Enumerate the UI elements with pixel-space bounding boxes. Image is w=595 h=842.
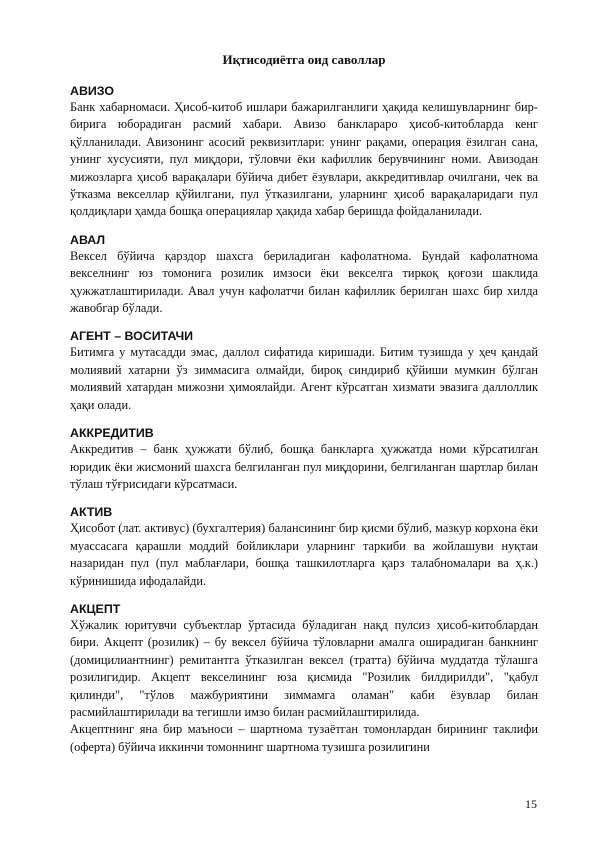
term-heading: АВАЛ	[70, 232, 106, 247]
term-heading: АКЦЕПТ	[70, 601, 121, 616]
term-body	[70, 344, 538, 414]
term-body	[70, 617, 538, 756]
term-paragraph: Аккредитив – банк ҳужжати бўлиб, бошқа банкларга ҳужжатда номи кўрсатилган юридик ёки жисмоний шахсга белгиланган пул миқдорини, белгиланган шартлар билан тўлаш тўғрисидаги кўрсатмаси.	[70, 442, 538, 491]
term-aval	[70, 232, 538, 318]
document-title: Иқтисодиётга оид саволлар	[222, 52, 386, 67]
term-paragraph: Хўжалик юритувчи субъектлар ўртасида бўладиган нақд пулсиз ҳисоб-китоблардан бири. Акцепт (розилик) – бу вексел бўйича тўловларни амалга оширадиган банкнинг (домицилиантнинг) ремитантга ўтказилган вексел (тратта) бўйича муддатда тўлашга розилигидир. Акцепт векселининг юза қисмида "Розилик билдирилди", "қабул қилинди", "тўлов мажбуриятини зиммамга оламан" каби ёзувлар билан расмийлаштирилади ва тегишли имзо билан расмийлаштирилида.	[70, 617, 538, 719]
term-heading: АГЕНТ – ВОСИТАЧИ	[70, 329, 194, 344]
term-body	[70, 99, 538, 221]
term-paragraph: Вексел бўйича қарздор шахсга бериладиган кафолатнома. Бундай кафолатнома векселнинг юз томонига розилик имзоси ёки векселга тиркоқ қоғози шаклида ҳужжатлаштирилади. Авал учун кафолатчи билан кафиллик берилган шахс бир хилда жавобгар бўлади.	[70, 248, 538, 316]
term-paragraph: Банк хабарномаси. Ҳисоб-китоб ишлари бажарилганлиги ҳақида келишувларнинг бир-бирига юборадиган расмий хабари. Авизо банклараро ҳисоб-китобларда кенг қўлланилади. Авизонинг асосий реквизитлари: унинг рақами, операция ёзилган сана, унинг хусусияти, пул миқдори, тўловчи ёки кафиллик берувчининг номи. Авизодан мижозларга ҳисоб варақалари бўйича дибет ёзувлари, аккредитивлар очилгани, чек ва ўтказма векселлар қўйилгани, пул ўтказилгани, уларнинг ҳисоб варақаларидаги пул қолдиқлари ҳамда бошқа операциялар ҳақида хабар беришда фойдаланилади.	[70, 100, 538, 219]
term-paragraph: Битимга у мутасадди эмас, даллол сифатида киришади. Битим тузишда у ҳеч қандай молиявий хатарни ўз зиммасига олмайди, бироқ синдириб қўйиши мумкин бўлган молиявий хатардан мижозни ҳимоялайди. Агент кўрсатган хизмати эвазига даллоллик ҳақи олади.	[70, 345, 538, 412]
document-page	[70, 52, 538, 767]
term-aktsept	[70, 601, 538, 756]
term-aviso	[70, 83, 538, 221]
term-agent	[70, 328, 538, 414]
term-heading: АККРЕДИТИВ	[70, 426, 154, 441]
page-number: 15	[525, 797, 537, 811]
term-body	[70, 248, 538, 318]
term-aktiv	[70, 504, 538, 590]
term-heading: АВИЗО	[70, 84, 115, 98]
term-body	[70, 441, 538, 493]
term-paragraph: Ҳисобот (лат. активус) (бухгалтерия) балансининг бир қисми бўлиб, мазкур корхона ёки муассасага қарашли моддий бойликлари уларнинг таркиби ва жойлашуви нуқтаи назаридан пул (пул маблағлари, бошқа ташкилотларга қарз талабномалари ва ҳ.к.) кўринишида ифодалайди.	[70, 521, 538, 588]
term-heading: АКТИВ	[70, 505, 113, 520]
term-akkreditiv	[70, 425, 538, 493]
term-body	[70, 520, 538, 590]
term-paragraph: Акцептнинг яна бир маъноси – шартнома тузаётган томонлардан бирининг таклифи (оферта) бўйича иккинчи томоннинг шартнома тузишга розилигини	[70, 722, 538, 754]
